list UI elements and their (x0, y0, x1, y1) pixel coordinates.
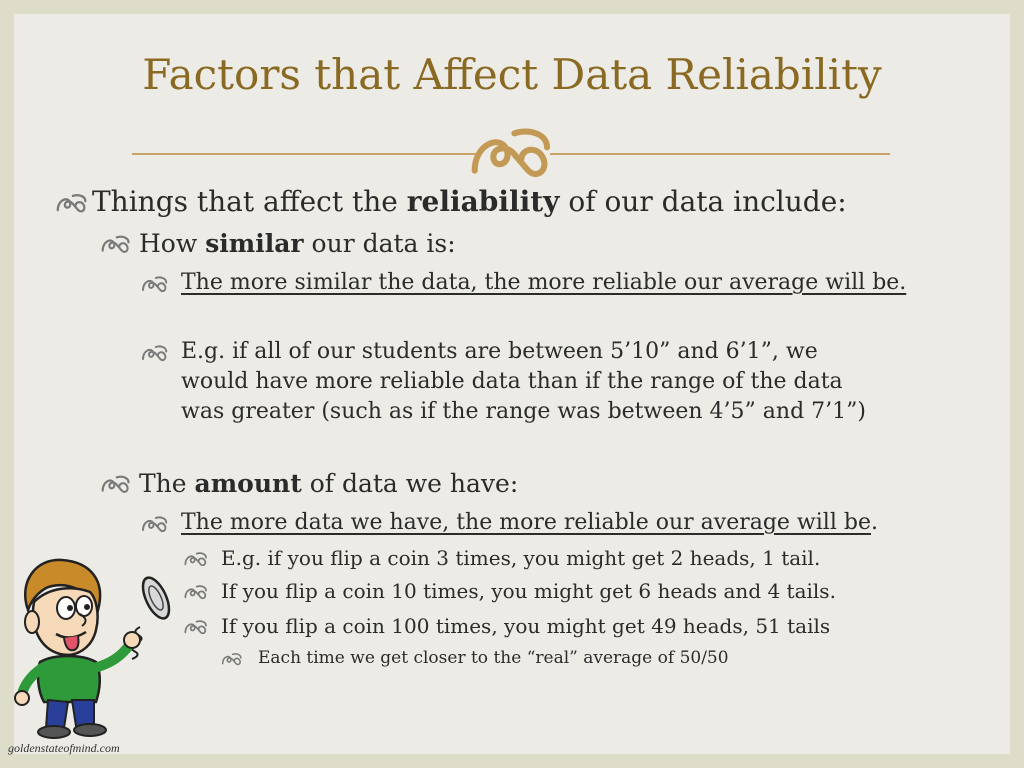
bullet-text: Each time we get closer to the “real” average of 50/50 (258, 648, 729, 668)
curl-ornament-icon (183, 584, 209, 600)
title-rule-left (132, 153, 478, 155)
curl-ornament-icon (183, 619, 209, 635)
bullet-text: our data is: (303, 229, 456, 258)
bullet-text: Things that affect the (92, 185, 407, 218)
bullet-amount-heading (139, 468, 518, 499)
curl-ornament-icon (56, 192, 88, 214)
bullet-text: . (870, 510, 878, 535)
bold-term: reliability (406, 185, 560, 218)
bullet-intro (92, 186, 847, 217)
bullet-similar-point-2 (181, 337, 961, 427)
bullet-text: The (139, 469, 195, 498)
bold-term: amount (194, 469, 302, 498)
curl-ornament-icon (183, 551, 209, 567)
image-credit: goldenstateofmind.com (8, 741, 120, 755)
bullet-line: was greater (such as if the range was between 4’5” and 7’1”) (181, 399, 866, 424)
underlined-text: The more similar the data, the more reliable our average will be. (181, 270, 907, 295)
bullet-similar-heading (139, 228, 456, 259)
bullet-similar-point-1 (181, 268, 961, 298)
curl-ornament-icon (141, 344, 169, 362)
bullet-text: How (139, 229, 206, 258)
curl-ornament-icon (101, 234, 131, 254)
title-rule-right (550, 153, 890, 155)
bullet-text: E.g. if you flip a coin 3 times, you might get 2 heads, 1 tail. (221, 546, 821, 570)
bullet-example-3 (221, 612, 830, 640)
slide-title: Factors that Affect Data Reliability (142, 50, 882, 99)
bullet-text: of data we have: (301, 469, 519, 498)
curl-ornament-icon (141, 515, 169, 533)
curl-ornament-icon (101, 474, 131, 494)
bullet-example-1 (221, 544, 820, 572)
bullet-example-2 (221, 577, 836, 605)
boy-flipping-coin-illustration (10, 552, 180, 742)
bullet-conclusion (258, 646, 729, 670)
bold-term: similar (205, 229, 304, 258)
bullet-text: If you flip a coin 100 times, you might get 49 heads, 51 tails (221, 614, 831, 638)
bullet-amount-point-1 (181, 508, 961, 538)
bullet-text: of our data include: (559, 185, 847, 218)
curl-ornament-icon (141, 275, 169, 293)
bullet-line: would have more reliable data than if the range of the data (181, 369, 843, 394)
curl-ornament-icon (470, 124, 554, 180)
bullet-text: If you flip a coin 10 times, you might get 6 heads and 4 tails. (221, 579, 836, 603)
curl-ornament-icon (220, 652, 244, 666)
bullet-line: E.g. if all of our students are between 5’10” and 6’1”, we (181, 339, 818, 364)
underlined-text: The more data we have, the more reliable our average will be (181, 510, 871, 535)
